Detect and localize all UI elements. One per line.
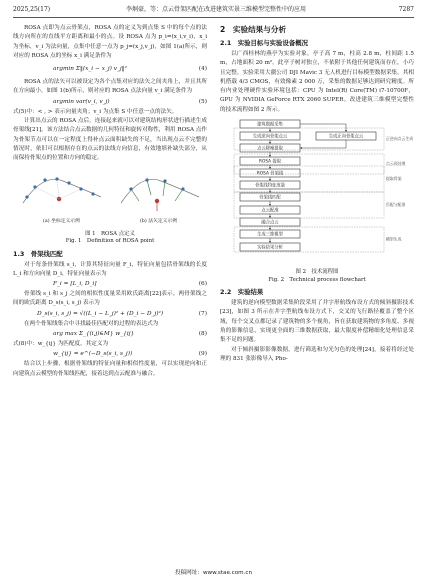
equation-number: (5) [198,98,207,105]
figure-2-caption-en: Fig. 2 Technical process flowchart [268,276,366,283]
equation-number: (4) [198,66,207,73]
paragraph: 式(5)中：< , > 表示向量夹角；v_i 为点集 S 中任意一点的法矢。 [13,108,178,115]
equation-9 [13,349,207,360]
equation-expression: F_i = [L_i, D_i] [53,281,97,288]
flow-box-label: ROSA 骨架线 [256,171,284,177]
left-column [13,24,207,379]
paragraph: 对于每条骨架线 s_i，计算其特征向量 F_i，特征向量包括骨架线的长度 L_i 和方向向量 D_i，特征向量表示为 [13,261,207,277]
flowchart-svg [220,117,414,267]
page-footer: 投稿网址：www.stae.com.cn [174,570,253,576]
paragraph: 骨架线 s_i 和 s_j 之间的相似性度量采用欧氏距离[22]表示。两骨架线之间的欧氏距离 D_s(s_i, s_j) 表示为 [13,291,207,307]
flow-box-label: 骨架线特征度量 [254,183,286,189]
figure-1-caption-cn: 图 1 ROSA 点定义 [85,230,135,237]
paragraph: ROSA 点的法矢可以被设定为各个点集对应的法矢之间夹角上，并且其所在方向最小，如图 1(b)所示，则对应的 ROSA 点法向量 v_i 满足条件为 [13,79,207,95]
equation-number: (7) [198,310,207,317]
figure-1-caption-en: Fig. 1 Definition of ROSA point [65,238,155,245]
flow-stage-label: 提取骨架 [386,176,402,182]
paragraph: 以广西桂林的燕亭为实验对象，亭子高 7 m，柱高 2.8 m，柱间距 1.5 m，占地面积 20 m²。此亭子树对独立，不依附于其他任何建筑而存在，小巧且完整。实验采用大疆公司 DJI Mavic 3 无人机进行目标模型数据采集，其相机搭载 4/3 CMOS，有效像素 2 000 万，采集的数据足够达到研究精度。所有内业处理硬件实验环境包括：CPU 为 Intel(R) Core(TM) i7-10700F，GPU 为 NVIDIA GeForce RTX 2060 SUPER。改进建筑三维模型完整性的技术流程如图 2 所示。 [220,51,414,113]
paragraph: 式(8)中：w_{ij} 为匹配度，其定义为 [13,341,109,348]
figure-1a-label: (a) 坐标定义示例 [43,218,80,224]
journal-issue: 2025,25(17) [13,6,51,13]
equation-8 [13,329,207,340]
flow-box-label: 点云除噪提取 [257,146,283,152]
flow-box-label: 生成逆向骨架点云 [252,134,288,140]
equation-number: (8) [198,331,207,338]
flow-box-label: 建筑数据采集 [257,122,283,128]
section-heading-1-3: 1.3 骨架线匹配 [13,249,63,258]
figure-1b-label: (b) 法矢定义示例 [139,218,178,224]
flow-box-label: 骨架线匹配 [259,195,281,201]
flow-stage-label: 点云预处理 [386,161,406,167]
page-number: 7287 [398,6,414,13]
figure-1 [13,167,207,229]
running-title: 李炯豪，等：点云骨架匹配在改进建筑实景三维模型完整性中的应用 [126,6,307,13]
flow-box-label: 生成三维模型 [257,232,283,238]
equation-4 [13,61,207,78]
equation-expression: arg max Σ_{(i,j)∈M} w_{ij} [53,331,135,338]
section-heading-2: 2 实验结果与分析 [220,25,287,34]
figure-2-flowchart [220,117,414,267]
equation-number: (6) [198,281,207,288]
paragraph: 结合以上步骤，根据骨架线的特征向量和相似性度量，可以实现逆向和正向建筑点云模型的骨架线匹配，接着达到点云配准与融合。 [13,361,207,377]
flow-stage-label: 匹配与配准 [386,202,406,208]
flow-stage-label: 模型生成 [386,236,402,242]
flow-box-label: 融合点云 [261,220,279,226]
right-column [220,24,414,364]
paragraph: 在两个骨架线集合中寻找最佳匹配对的过程的表达式为 [24,320,159,327]
equation-expression: argmin Σ‖(x_i − x_j) v_j‖² [53,66,127,73]
paragraph: ROSA 点即为点云骨架点，ROSA 点的定义为到点集 S 中的每个点的法线方向所在的直线平方距离和最小的点。设 ROSA 点为 p_i=(x_i,v_i)，x_i 为坐标，v_i 为法向量，点集中任意一点为 p_j=(x_j,v_j)，如图 1(a)所示，则对应的 ROSA 点的坐标 x_i 满足条件为 [13,25,207,59]
flow-box-label: 点云配准 [261,208,279,214]
equation-expression: D_s(s_i, s_j) = √((L_i − L_j)² + (D_i − D_j)²) [37,310,164,317]
paragraph: 对于倾斜摄影影像数据，进行筛选和匀光匀色的处理[24]，接着将经过处理的 831 张影像导入 Pho- [220,346,414,362]
rosa-normal-diagram [121,178,199,211]
equation-5 [13,97,207,108]
figure-2-caption-cn: 图 2 技术流程图 [295,269,339,276]
flow-box-label: ROSA 提取 [258,159,282,165]
equation-number: (9) [198,351,207,358]
equation-6 [13,279,207,290]
flow-box-label: 生成正向骨架点云 [328,134,364,140]
section-heading-2-2: 2.2 实验结果 [220,288,264,297]
flow-stage-label: 正逆向点云生成 [386,136,414,142]
rosa-diagram [13,167,207,217]
equation-expression: argmin var(v_i, v_j) [53,98,110,105]
equation-expression: w_{ij} = e^(−D_s(s_i, s_j)) [53,351,133,358]
header-rule [13,17,414,18]
flow-arrow [300,124,346,132]
flow-arrow [301,140,347,148]
section-heading-2-1: 2.1 实验目标与实验设备概况 [220,39,309,47]
paragraph: 建筑的逆向模型数据采集阶段采用了井字形航线布设方式的倾斜摄影技术[23]，如图 3 所示在井字型航线布设方式下，交叉的飞行路径覆盖了整个区域，每个交叉点都记录了建筑物的多个视角，旨在获取建筑物的多角度、多视角的影像信息，实现更全面的三维数据获取，最大限度补偿精细化处理信息采集不足的问题。 [220,300,414,344]
flow-box-label: 实验结果分析 [257,245,283,251]
equation-7 [13,309,207,320]
rosa-coordinate-diagram [23,177,101,203]
paragraph: 计算出点云的 ROSA 点后，连接起来就可以对建筑结构形状进行描述生成骨架线[21]。该方法结合点云数据的几何特征和旋转对称性，利用 ROSA 点作为骨架节点可以在一定程度上得补点云面积缺失的不足，当出现点云不完整的情况时，依旧可以根据存在的点云的法线方向信息，有效地填补缺失部分，从而保持骨架点的位置和方向的稳定。 [13,118,207,162]
